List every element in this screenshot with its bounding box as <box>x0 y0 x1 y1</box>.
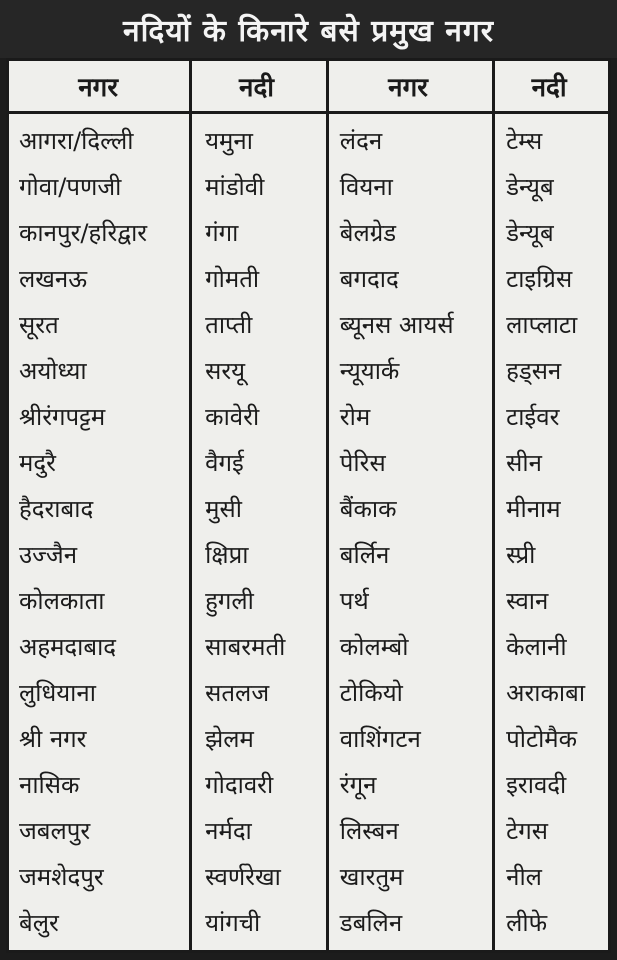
city-cell: पर्थ <box>339 586 369 615</box>
city-cell: टोकियो <box>339 678 403 707</box>
header-river-1: नदी <box>239 73 275 103</box>
city-cell: सूरत <box>19 310 59 339</box>
city-river-table <box>6 58 611 953</box>
table-row <box>9 807 608 853</box>
city-cell: अहमदाबाद <box>19 632 117 661</box>
city-cell: मदुरै <box>19 448 56 477</box>
city-cell: वियना <box>339 172 393 201</box>
city-cell: हैदराबाद <box>19 494 94 523</box>
city-cell: वाशिंगटन <box>339 724 421 753</box>
river-cell: टेगस <box>506 816 548 845</box>
river-cell: साबरमती <box>205 632 286 661</box>
river-cell: पोटोमैक <box>506 724 578 753</box>
city-cell: जबलपुर <box>19 816 91 845</box>
header-city-1: नगर <box>78 73 118 103</box>
table-row <box>9 485 608 531</box>
river-cell: लीफे <box>506 908 548 937</box>
river-cell: मीनाम <box>506 494 561 523</box>
river-cell: टाईवर <box>506 402 560 431</box>
river-cell: क्षिप्रा <box>205 540 249 569</box>
table-row <box>9 209 608 255</box>
river-cell: सरयू <box>205 356 246 385</box>
city-cell: कोलकाता <box>19 586 105 615</box>
title-bar <box>0 0 617 58</box>
river-cell: मुसी <box>205 494 242 523</box>
city-cell: उज्जैन <box>19 540 78 569</box>
table-row <box>9 163 608 209</box>
river-cell: स्वर्णरेखा <box>205 862 281 891</box>
city-cell: न्यूयार्क <box>339 356 400 385</box>
city-cell: लुधियाना <box>19 678 96 707</box>
table-row <box>9 715 608 761</box>
river-cell: गोमती <box>205 264 260 293</box>
header-city-2: नगर <box>388 73 428 103</box>
city-cell: बर्लिन <box>339 540 390 569</box>
river-cell: यमुना <box>205 126 253 155</box>
city-cell: कोलम्बो <box>339 632 409 661</box>
river-cell: ताप्ती <box>205 310 253 339</box>
table-row <box>9 853 608 899</box>
table-header-row <box>9 61 608 114</box>
city-cell: डबलिन <box>339 908 403 937</box>
river-cell: इरावदी <box>506 770 567 799</box>
river-cell: हड्सन <box>506 356 562 385</box>
river-cell: झेलम <box>205 724 254 753</box>
table-row <box>9 301 608 347</box>
city-cell: बेलग्रेड <box>339 218 397 247</box>
river-cell: नर्मदा <box>205 816 252 845</box>
table-row <box>9 347 608 393</box>
river-cell: सतलज <box>205 678 270 707</box>
city-cell: जमशेदपुर <box>19 862 104 891</box>
city-cell: नासिक <box>19 770 80 799</box>
river-cell: केलानी <box>506 632 567 661</box>
table-row <box>9 761 608 807</box>
river-cell: यांगची <box>205 908 261 937</box>
city-cell: पेरिस <box>339 448 386 477</box>
city-cell: ब्यूनस आयर्स <box>339 310 454 339</box>
city-cell: लखनऊ <box>19 264 88 293</box>
river-cell: गंगा <box>205 218 239 247</box>
table-row <box>9 531 608 577</box>
city-cell: बेलुर <box>19 908 59 937</box>
page-title: नदियों के किनारे बसे प्रमुख नगर <box>122 13 495 49</box>
city-cell: श्री नगर <box>19 724 87 753</box>
river-cell: डेन्यूब <box>506 218 554 247</box>
city-cell: श्रीरंगपट्टम <box>19 402 106 431</box>
river-cell: स्प्री <box>506 540 536 569</box>
table-row <box>9 255 608 301</box>
river-cell: हुगली <box>205 586 254 615</box>
city-cell: कानपुर/हरिद्वार <box>19 218 148 247</box>
table-row <box>9 393 608 439</box>
header-river-2: नदी <box>531 73 567 103</box>
river-cell: वैगई <box>205 448 244 477</box>
river-cell: टाइग्रिस <box>506 264 573 293</box>
city-cell: रंगून <box>339 770 377 799</box>
river-cell: टेम्स <box>506 126 543 155</box>
table-body <box>9 117 608 945</box>
river-cell: कावेरी <box>205 402 260 431</box>
city-cell: रोम <box>339 402 371 431</box>
river-cell: अराकाबा <box>506 678 586 707</box>
city-cell: बैंकाक <box>339 494 397 523</box>
river-cell: डेन्यूब <box>506 172 554 201</box>
river-cell: लाप्लाटा <box>506 310 578 339</box>
table-row <box>9 577 608 623</box>
table-row <box>9 899 608 945</box>
city-cell: बगदाद <box>339 264 399 293</box>
city-cell: अयोध्या <box>19 356 87 385</box>
river-cell: स्वान <box>506 586 549 615</box>
river-cell: मांडोवी <box>205 172 265 201</box>
table-row <box>9 439 608 485</box>
table-row <box>9 669 608 715</box>
river-cell: सीन <box>506 448 542 477</box>
city-cell: गोवा/पणजी <box>19 172 122 201</box>
river-cell: गोदावरी <box>205 770 274 799</box>
city-cell: खारतुम <box>339 862 404 891</box>
city-cell: आगरा/दिल्ली <box>19 126 134 155</box>
city-cell: लिस्बन <box>339 816 399 845</box>
table-row <box>9 117 608 163</box>
table-row <box>9 623 608 669</box>
city-cell: लंदन <box>339 126 383 155</box>
river-cell: नील <box>506 862 542 891</box>
